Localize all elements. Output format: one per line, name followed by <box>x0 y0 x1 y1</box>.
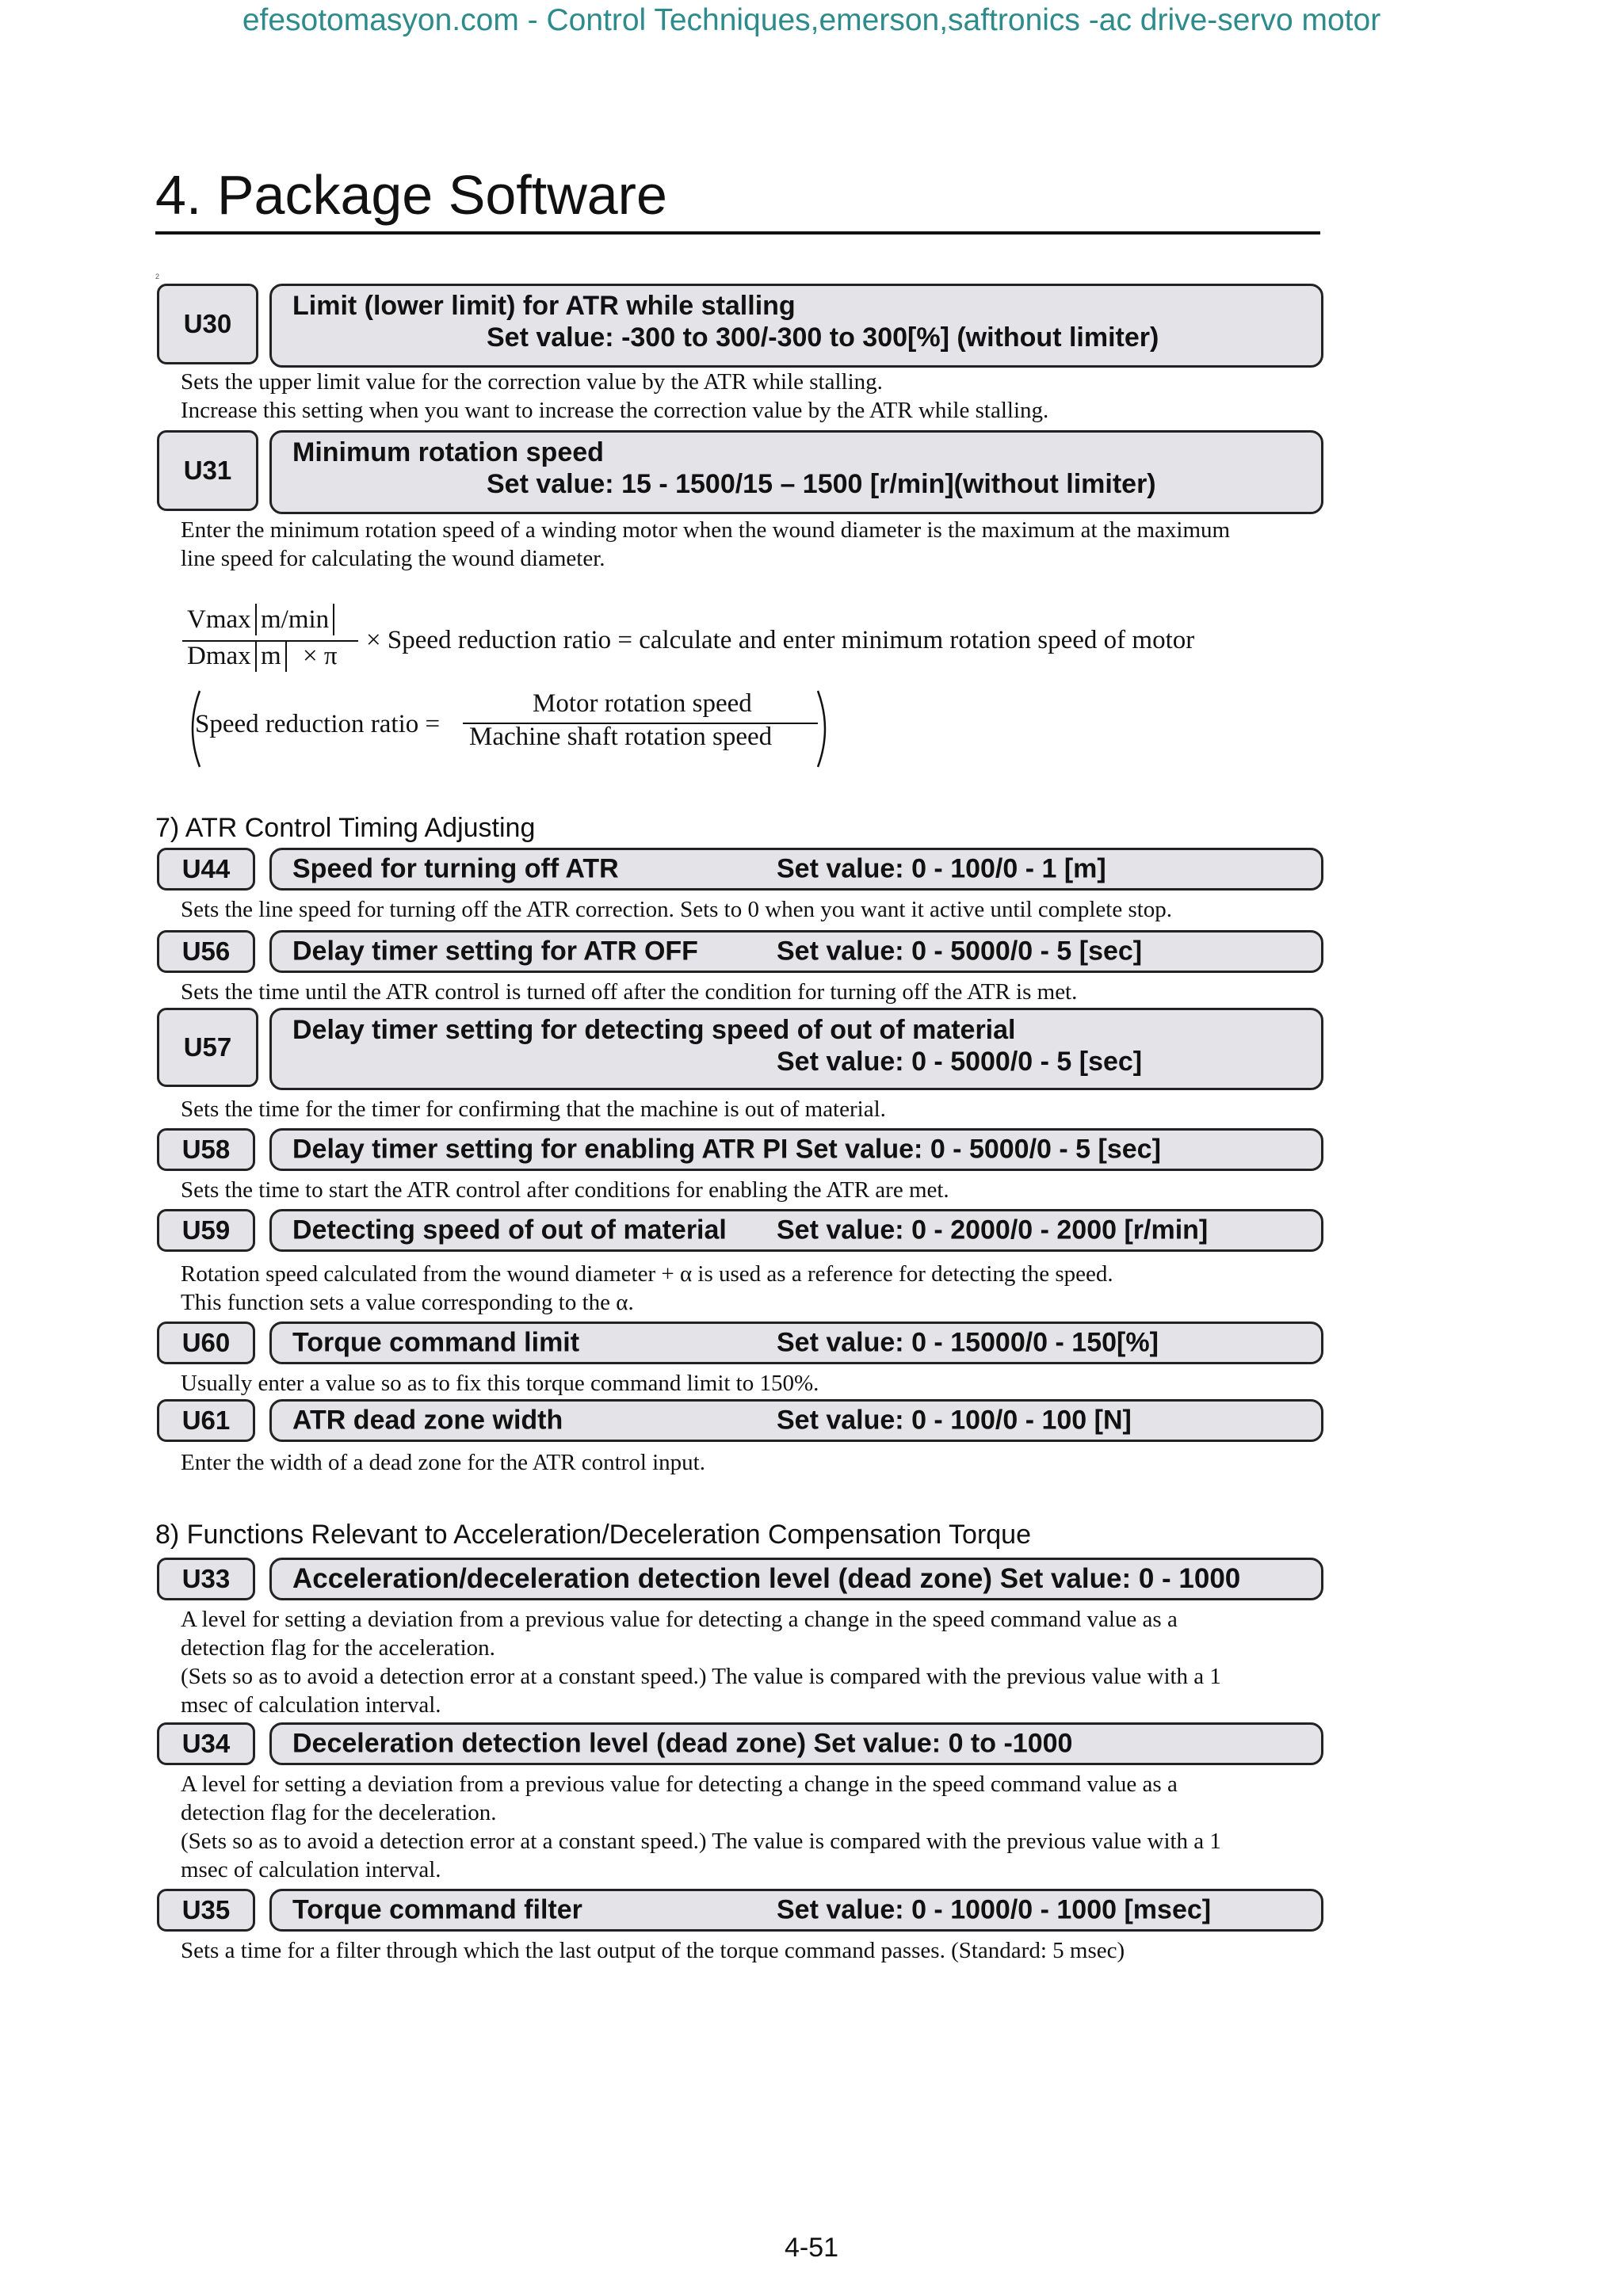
param-name: Detecting speed of out of material <box>292 1215 727 1245</box>
param-set-value: Set value: 0 - 15000/0 - 150[%] <box>777 1327 1159 1358</box>
formula-denominator-unit: m <box>255 640 287 672</box>
site-watermark: efesotomasyon.com - Control Techniques,emerson,saftronics -ac drive-servo motor <box>242 3 1381 37</box>
param-set-value: Set value: 0 - 2000/0 - 2000 [r/min] <box>777 1215 1209 1245</box>
param-name: Deceleration detection level (dead zone) Set value: 0 to -1000 <box>292 1728 1073 1759</box>
param-name: Delay timer setting for detecting speed of out of material <box>292 1015 1016 1045</box>
param-description-u57: Sets the time for the timer for confirming that the machine is out of material. <box>181 1097 886 1122</box>
page-title: 4. Package Software <box>155 164 667 226</box>
ratio-denominator: Machine shaft rotation speed <box>469 723 773 751</box>
param-set-value: Set value: 0 - 1000/0 - 1000 [msec] <box>777 1894 1212 1925</box>
param-description-u31: Enter the minimum rotation speed of a winding motor when the wound diameter is the maximum at the maximum line speed for calculating the wound diameter. <box>181 517 1231 571</box>
param-panel-u59 <box>269 1209 1323 1252</box>
param-set-value: Set value: 0 - 5000/0 - 5 [sec] <box>777 1047 1143 1077</box>
param-panel-u44 <box>269 848 1323 891</box>
param-description-u35: Sets a time for a filter through which the last output of the torque command passes. (Standard: 5 msec) <box>181 1938 1125 1963</box>
tiny-mark: 2 <box>155 273 160 280</box>
param-panel-u56 <box>269 930 1323 973</box>
param-code-u33: U33 <box>157 1558 255 1600</box>
param-name: Torque command limit <box>292 1327 580 1358</box>
param-description-u61: Enter the width of a dead zone for the ATR control input. <box>181 1450 705 1475</box>
param-code-u34: U34 <box>157 1722 255 1765</box>
param-name: Delay timer setting for ATR OFF <box>292 936 698 967</box>
param-panel-u61 <box>269 1399 1323 1442</box>
param-code-u30: U30 <box>157 284 258 364</box>
ratio-numerator: Motor rotation speed <box>533 689 752 718</box>
param-panel-u31 <box>269 430 1323 514</box>
param-description-u56: Sets the time until the ATR control is turned off after the condition for turning off the ATR is met. <box>181 979 1078 1005</box>
param-panel-u30 <box>269 284 1323 368</box>
param-name: Speed for turning off ATR <box>292 853 619 884</box>
param-code-u35: U35 <box>157 1889 255 1932</box>
param-panel-u60 <box>269 1322 1323 1364</box>
param-name: Torque command filter <box>292 1894 582 1925</box>
param-panel-u33 <box>269 1558 1323 1600</box>
formula-numerator-unit: m/min <box>255 604 334 635</box>
param-name: Minimum rotation speed <box>292 437 604 467</box>
param-set-value: Set value: 15 - 1500/15 – 1500 [r/min](without limiter) <box>487 469 1156 499</box>
param-description-u59: Rotation speed calculated from the wound diameter + α is used as a reference for detecting the speed. This function sets a value corresponding to the α. <box>181 1261 1113 1315</box>
param-code-u60: U60 <box>157 1322 255 1364</box>
param-code-u58: U58 <box>157 1128 255 1171</box>
title-underline <box>155 231 1320 235</box>
param-set-value: Set value: 0 - 100/0 - 100 [N] <box>777 1405 1132 1436</box>
param-set-value: Set value: 0 - 100/0 - 1 [m] <box>777 853 1106 884</box>
formula-denominator: Dmax <box>187 642 251 670</box>
right-paren-icon <box>815 689 834 769</box>
param-code-u59: U59 <box>157 1209 255 1252</box>
section-heading-8: 8) Functions Relevant to Acceleration/Deceleration Compensation Torque <box>155 1520 1031 1550</box>
param-set-value: Set value: -300 to 300/-300 to 300[%] (without limiter) <box>487 322 1159 353</box>
param-description-u44: Sets the line speed for turning off the ATR correction. Sets to 0 when you want it active until complete stop. <box>181 897 1173 922</box>
param-code-u56: U56 <box>157 930 255 973</box>
param-code-u31: U31 <box>157 430 258 511</box>
section-heading-7: 7) ATR Control Timing Adjusting <box>155 813 536 843</box>
param-panel-u35 <box>269 1889 1323 1932</box>
param-code-u61: U61 <box>157 1399 255 1442</box>
param-description-u33: A level for setting a deviation from a previous value for detecting a change in the speed command value as a detection flag for the acceleration. (Sets so as to avoid a detection error at a constant speed.) The value is compared with the previous value with a 1 msec of calculation interval. <box>181 1607 1221 1718</box>
param-name: ATR dead zone width <box>292 1405 563 1436</box>
param-set-value: Set value: 0 - 5000/0 - 5 [sec] <box>777 936 1143 967</box>
param-panel-u58 <box>269 1128 1323 1171</box>
param-code-u57: U57 <box>157 1008 258 1087</box>
param-name: Acceleration/deceleration detection level (dead zone) Set value: 0 - 1000 <box>292 1563 1241 1594</box>
formula-numerator: Vmax <box>187 605 251 634</box>
formula-times-pi: × π <box>303 642 338 670</box>
page-number: 4-51 <box>784 2233 839 2263</box>
param-name: Delay timer setting for enabling ATR PI Set value: 0 - 5000/0 - 5 [sec] <box>292 1134 1161 1165</box>
ratio-label: Speed reduction ratio = <box>195 710 441 738</box>
param-description-u34: A level for setting a deviation from a previous value for detecting a change in the speed command value as a detection flag for the deceleration. (Sets so as to avoid a detection error at a constant speed.) The value is compared with the previous value with a 1 msec of calculation interval. <box>181 1772 1221 1882</box>
param-description-u60: Usually enter a value so as to fix this torque command limit to 150%. <box>181 1371 819 1396</box>
param-panel-u34 <box>269 1722 1323 1765</box>
param-code-u44: U44 <box>157 848 255 891</box>
param-name: Limit (lower limit) for ATR while stalling <box>292 291 796 321</box>
param-description-u30: Sets the upper limit value for the correction value by the ATR while stalling. Increase this setting when you want to increase the correction value by the ATR while stalling. <box>181 369 1049 423</box>
param-panel-u57 <box>269 1008 1323 1090</box>
formula-rhs: × Speed reduction ratio = calculate and enter minimum rotation speed of motor <box>366 626 1195 654</box>
param-description-u58: Sets the time to start the ATR control after conditions for enabling the ATR are met. <box>181 1177 949 1203</box>
